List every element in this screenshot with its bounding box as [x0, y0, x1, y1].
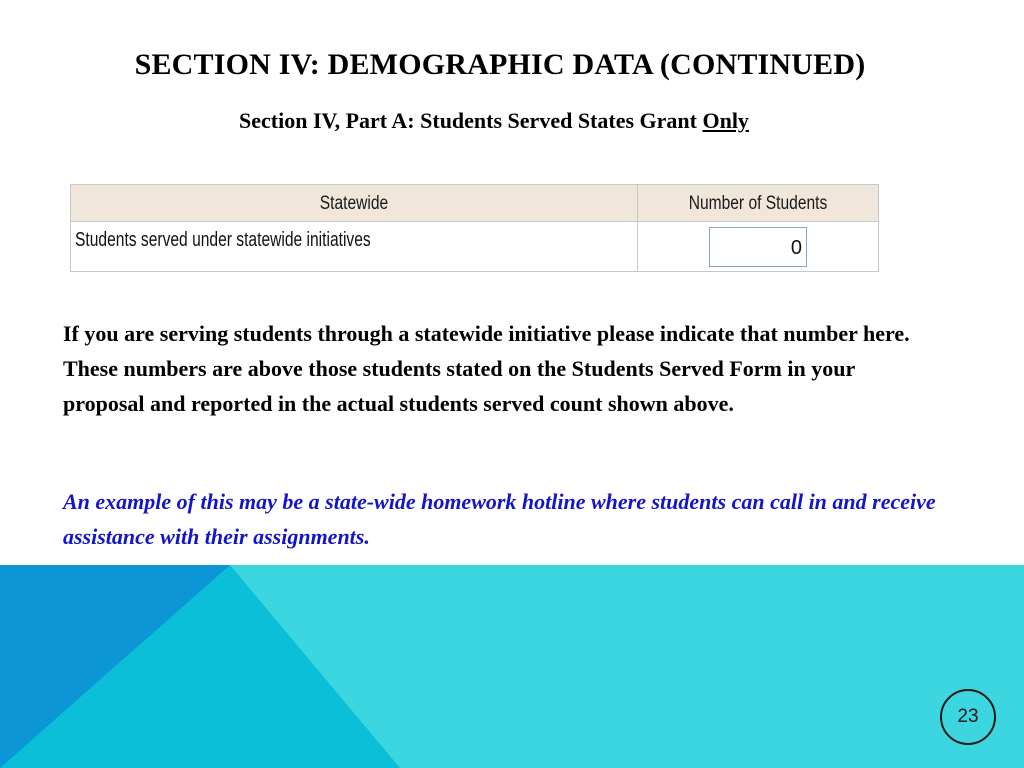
- page-number-badge: 23: [940, 689, 996, 745]
- table-header-row: [71, 185, 878, 222]
- subtitle-text: Section IV, Part A: Students Served States Grant: [239, 108, 703, 133]
- column-divider: [637, 185, 638, 271]
- table-row-label: Students served under statewide initiatives: [75, 229, 371, 251]
- table-header-statewide: Statewide: [319, 193, 389, 214]
- slide-subtitle: [0, 108, 988, 134]
- slide-title: SECTION IV: DEMOGRAPHIC DATA (CONTINUED): [134, 48, 866, 81]
- subtitle-emphasis: Only: [702, 108, 749, 133]
- decorative-footer: [0, 565, 1024, 768]
- footer-shapes: [0, 565, 1024, 768]
- statewide-table: [70, 184, 879, 272]
- number-of-students-input[interactable]: 0: [709, 227, 807, 267]
- example-paragraph: An example of this may be a state-wide homework hotline where students can call in and receive assistance with their assignments.: [63, 489, 936, 549]
- table-header-number-of-students: Number of Students: [688, 193, 828, 214]
- instruction-paragraph: If you are serving students through a statewide initiative please indicate that number here. These numbers are above those students stated on the Students Served Form in your proposal and reported in the actual students served count shown above.: [63, 321, 910, 416]
